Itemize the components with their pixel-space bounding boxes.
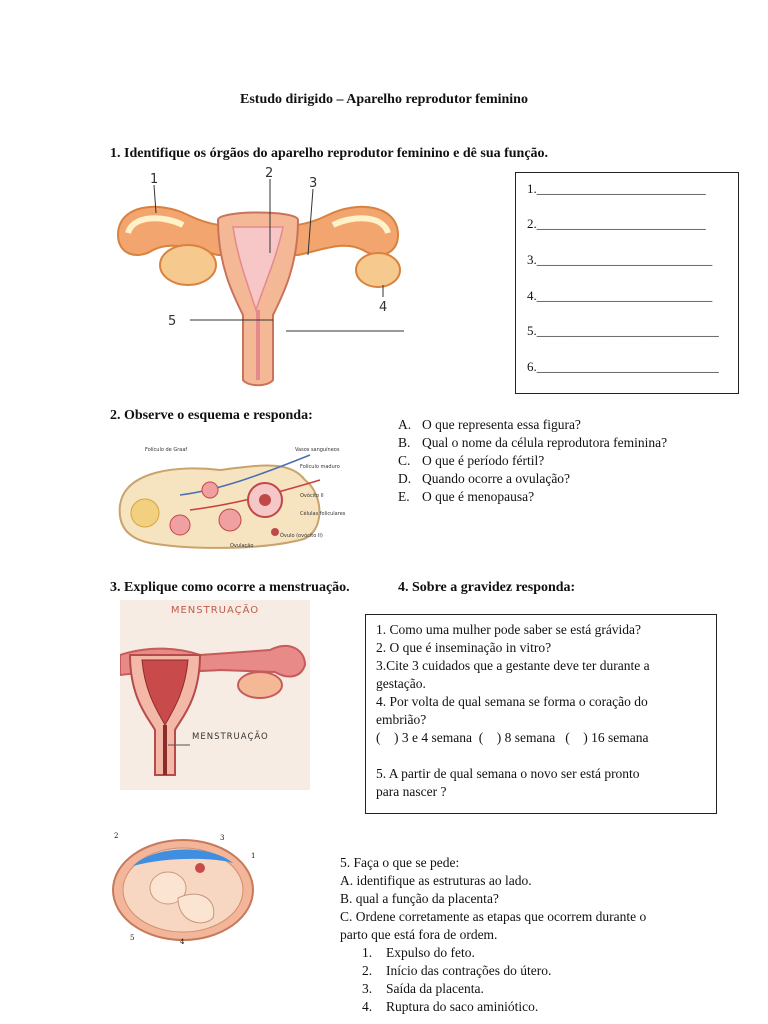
fig2-label-ovulo: Óvulo (ovócito II) <box>280 533 323 539</box>
q2-question-d: D. Quando ocorre a ovulação? <box>398 471 571 486</box>
fig1-label-1: 1 <box>150 172 159 187</box>
menstruation-diagram <box>120 600 310 790</box>
fig5-label-3: 3 <box>220 834 225 842</box>
fig5-label-4: 4 <box>180 938 185 946</box>
q4-line-6: embrião? <box>376 712 427 727</box>
q3-heading: 3. Explique como ocorre a menstruação. <box>110 580 350 595</box>
q5-intro-5: parto que está fora de ordem. <box>340 927 498 942</box>
q4-week-options[interactable]: ( ) 3 e 4 semana ( ) 8 semana ( ) 16 semana <box>376 730 649 745</box>
fig2-label-graaf: Folículo de Graaf <box>145 447 188 453</box>
fig2-label-celulas: Células foliculares <box>300 511 346 517</box>
q4-line-10: para nascer ? <box>376 784 447 799</box>
fig1-label-5: 5 <box>168 314 177 329</box>
fig2-label-maduro: Folículo maduro <box>300 464 340 470</box>
fetus-illustration <box>108 828 260 946</box>
answer-line-3[interactable]: 3.___________________________ <box>527 252 713 267</box>
q5-step: 4. Ruptura do saco aminiótico. <box>362 999 539 1014</box>
answer-line-6[interactable]: 6.____________________________ <box>527 359 719 374</box>
fig2-label-ovocito: Ovócito II <box>300 493 324 499</box>
q4-line-4: gestação. <box>376 676 426 691</box>
q2-question-list <box>398 416 738 506</box>
fig5-label-5: 5 <box>130 934 135 942</box>
q4-spacer <box>376 747 711 765</box>
q5-steps-list <box>340 944 745 1016</box>
fetus-diagram <box>108 828 260 946</box>
ovary-diagram <box>110 435 365 555</box>
q5-step: 1. Expulso do feto. <box>362 945 475 960</box>
menstruation-title: MENSTRUAÇÃO <box>170 605 260 616</box>
fig5-label-2: 2 <box>114 832 119 840</box>
answer-line-2[interactable]: 2.__________________________ <box>527 216 706 231</box>
q4-line-3: 3.Cite 3 cuidados que a gestante deve ter durante a <box>376 658 650 673</box>
fig1-label-4: 4 <box>379 300 388 315</box>
q4-question-box <box>365 614 717 814</box>
fig1-label-3: 3 <box>309 176 318 191</box>
q5-intro-2: A. identifique as estruturas ao lado. <box>340 873 532 888</box>
q4-heading: 4. Sobre a gravidez responda: <box>398 580 576 595</box>
q2-heading: 2. Observe o esquema e responda: <box>110 408 313 423</box>
page-title: Estudo dirigido – Aparelho reprodutor feminino <box>240 92 528 107</box>
q4-line-1: 1. Como uma mulher pode saber se está grávida? <box>376 622 642 637</box>
fig5-label-1: 1 <box>251 852 256 860</box>
q4-text <box>376 621 711 801</box>
answer-line-5[interactable]: 5.____________________________ <box>527 323 719 338</box>
q5-text <box>340 854 745 1016</box>
ovary-illustration <box>110 435 365 555</box>
menstruation-label: MENSTRUAÇÃO <box>192 732 269 742</box>
q5-intro-1: 5. Faça o que se pede: <box>340 855 460 870</box>
menstruation-illustration <box>120 600 310 790</box>
q2-question-c: C. O que é período fértil? <box>398 453 545 468</box>
q2-question-e: E. O que é menopausa? <box>398 489 535 504</box>
uterus-illustration <box>108 165 408 390</box>
q5-step: 3. Saída da placenta. <box>362 981 484 996</box>
q1-heading: 1. Identifique os órgãos do aparelho reprodutor feminino e dê sua função. <box>110 146 549 161</box>
q1-answer-box <box>515 172 739 394</box>
fig2-label-ovulacao: Ovulação <box>230 543 254 549</box>
q2-question-a: A. O que representa essa figura? <box>398 417 581 432</box>
answer-line-1[interactable]: 1.__________________________ <box>527 181 706 196</box>
fig1-label-2: 2 <box>265 166 274 181</box>
q5-step: 2. Início das contrações do útero. <box>362 963 552 978</box>
answer-line-4[interactable]: 4.___________________________ <box>527 288 713 303</box>
q5-intro-4: C. Ordene corretamente as etapas que ocorrem durante o <box>340 909 647 924</box>
q5-intro-3: B. qual a função da placenta? <box>340 891 499 906</box>
q4-line-2: 2. O que é inseminação in vitro? <box>376 640 552 655</box>
q2-question-b: B. Qual o nome da célula reprodutora feminina? <box>398 435 668 450</box>
q4-line-9: 5. A partir de qual semana o novo ser está pronto <box>376 766 640 781</box>
fig2-label-vasos: Vasos sanguíneos <box>295 447 340 453</box>
q4-line-5: 4. Por volta de qual semana se forma o coração do <box>376 694 648 709</box>
uterus-diagram <box>108 165 408 390</box>
